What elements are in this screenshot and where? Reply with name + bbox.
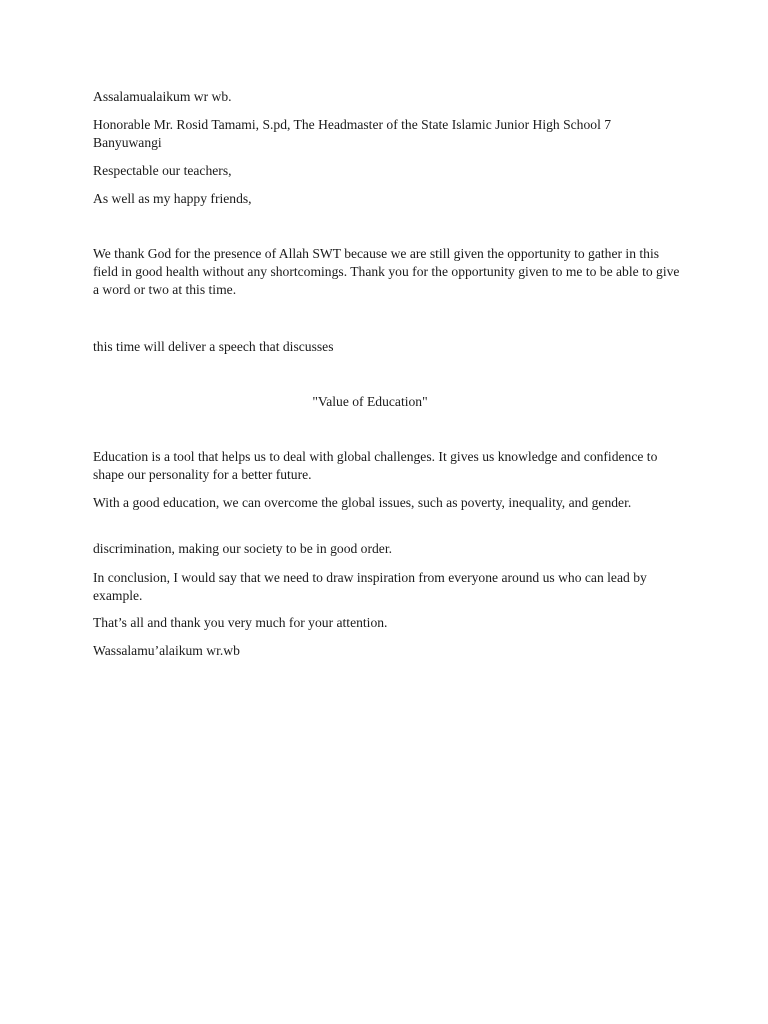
body-paragraph-2: With a good education, we can overcome the global issues, such as poverty, inequality, and gender. — [93, 495, 632, 510]
closing-thanks: That’s all and thank you very much for your attention. — [93, 615, 388, 630]
body-paragraph-3: discrimination, making our society to be in good order. — [93, 541, 393, 556]
opening-paragraph: We thank God for the presence of Allah SWT because we are still given the opportunity to gather in this field in good health without any shortcomings. Thank you for the opportunity given to me to be able to give a word or two at this time. — [93, 246, 680, 297]
farewell-line: Wassalamu’alaikum wr.wb — [93, 643, 240, 658]
intro-line: this time will deliver a speech that discusses — [93, 339, 334, 354]
speech-title: "Value of Education" — [312, 394, 428, 409]
salutation-friends: As well as my happy friends, — [93, 191, 252, 206]
salutation-teachers: Respectable our teachers, — [93, 163, 232, 178]
greeting-line: Assalamualaikum wr wb. — [93, 89, 232, 104]
body-paragraph-1: Education is a tool that helps us to deal with global challenges. It gives us knowledge and confidence to shape our personality for a better future. — [93, 449, 658, 482]
conclusion-paragraph: In conclusion, I would say that we need to draw inspiration from everyone around us who can lead by example. — [93, 570, 647, 603]
salutation-headmaster: Honorable Mr. Rosid Tamami, S.pd, The Headmaster of the State Islamic Junior High School 7 Banyuwangi — [93, 117, 612, 150]
